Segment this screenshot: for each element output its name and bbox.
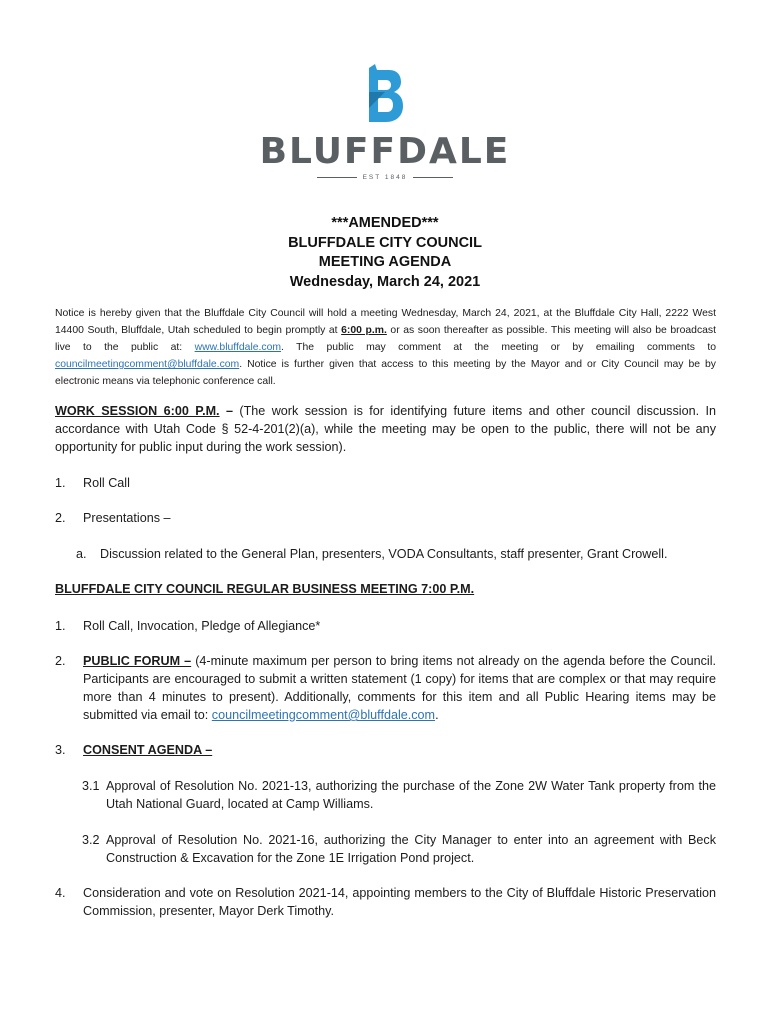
meeting-notice bbox=[55, 305, 716, 390]
bluffdale-logo bbox=[0, 62, 770, 181]
public-forum-description: (4-minute maximum per person to bring items not already on the agenda before the Council. Participants are encouraged to submit a written statement (1 copy) for items that are complex or that may require more than 4 minutes to present). Additionally, comments for this item and all Public Hearing items may be submitted via email to: bbox=[83, 654, 717, 722]
work-session-section bbox=[55, 402, 716, 456]
subitem-text: Approval of Resolution No. 2021-16, authorizing the City Manager to enter into an agreement with Beck Construction & Excavation for the Zone 1E Irrigation Pond project. bbox=[106, 833, 716, 865]
public-forum-email-link[interactable]: councilmeetingcomment@bluffdale.com bbox=[211, 708, 436, 722]
regular-meeting-heading: BLUFFDALE CITY COUNCIL REGULAR BUSINESS MEETING 7:00 P.M. bbox=[55, 582, 475, 596]
council-title: BLUFFDALE CITY COUNCIL bbox=[288, 234, 482, 251]
subitem-text: Approval of Resolution No. 2021-13, authorizing the purchase of the Zone 2W Water Tank property from the Utah National Guard, located at Camp Williams. bbox=[106, 779, 716, 811]
public-forum-text bbox=[83, 652, 716, 724]
item-number: 2. bbox=[55, 511, 66, 525]
subitem-number: 3.2 bbox=[82, 833, 100, 847]
notice-time: 6:00 p.m. bbox=[341, 325, 387, 336]
notice-text-3: . The public may comment at the meeting or by emailing comments to bbox=[281, 342, 716, 353]
item-number: 2. bbox=[55, 654, 66, 668]
item-number: 1. bbox=[55, 619, 66, 633]
logo-wordmark: BLUFFDALE bbox=[259, 131, 511, 172]
logo-est-text: EST 1848 bbox=[362, 174, 408, 181]
notice-email-link[interactable]: councilmeetingcomment@bluffdale.com bbox=[55, 359, 240, 370]
notice-text-4: . Notice is further given that access to this meeting by the Mayor and or City Council may be by electronic means via telephonic conference call. bbox=[55, 359, 716, 387]
regular-meeting-section bbox=[55, 580, 716, 598]
work-session-heading: WORK SESSION 6:00 P.M. bbox=[55, 404, 220, 418]
subitem-letter: a. bbox=[76, 547, 87, 561]
item-text: Roll Call, Invocation, Pledge of Allegiance* bbox=[83, 619, 321, 633]
public-forum-heading: PUBLIC FORUM – bbox=[83, 654, 192, 668]
work-session-description: (The work session is for identifying future items and other council discussion. In accordance with Utah Code § 52-4-201(2)(a), while the meeting may be open to the public, there will not be any opportunity for public input during the work session). bbox=[55, 404, 716, 454]
work-session-dash: – bbox=[219, 404, 240, 418]
website-link[interactable]: www.bluffdale.com bbox=[194, 342, 282, 353]
subitem-text: Discussion related to the General Plan, presenters, VODA Consultants, staff presenter, Grant Crowell. bbox=[100, 547, 668, 561]
item-number: 1. bbox=[55, 476, 66, 490]
item-text: Consideration and vote on Resolution 2021-14, appointing members to the City of Bluffdale Historic Preservation Commission, presenter, Mayor Derk Timothy. bbox=[83, 886, 716, 918]
bluffdale-b-mark-icon bbox=[365, 62, 405, 124]
public-forum-end: . bbox=[435, 708, 439, 722]
consent-agenda-heading: CONSENT AGENDA – bbox=[83, 743, 213, 757]
item-number: 3. bbox=[55, 743, 66, 757]
subitem-number: 3.1 bbox=[82, 779, 100, 793]
notice-text-1: Notice is hereby given that the Bluffdale City Council will hold a meeting Wednesday, March 24, 2021, at the Bluffdale City Hall, 2222 West 14400 South, Bluffdale, Utah scheduled to begin promptly at bbox=[55, 308, 716, 336]
item-number: 4. bbox=[55, 886, 66, 900]
agenda-title: MEETING AGENDA bbox=[318, 254, 452, 270]
est-rule-left bbox=[317, 177, 357, 178]
item-text: Roll Call bbox=[83, 476, 130, 490]
agenda-title-block bbox=[0, 214, 770, 292]
est-rule-right bbox=[413, 177, 453, 178]
meeting-date: Wednesday, March 24, 2021 bbox=[289, 273, 481, 290]
notice-text-2: or as soon thereafter as possible. This meeting will also be broadcast live to the public at: bbox=[55, 325, 716, 353]
logo-est-line bbox=[0, 174, 770, 181]
amended-label: ***AMENDED*** bbox=[331, 215, 439, 231]
item-text: Presentations – bbox=[83, 511, 171, 525]
